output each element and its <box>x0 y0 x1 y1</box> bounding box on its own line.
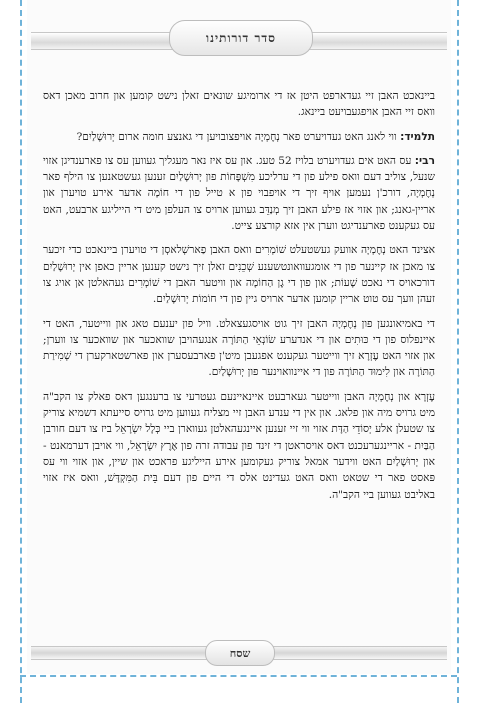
page-number-tab <box>205 640 275 666</box>
paragraph-text: עֶזְרָא און נְחֶמְיָה האבן ווייטער געארבעט איינאיינעם געטרעי צו ברענגען דאס פאלק צו הקב"ה מיט גרויס מיה און פלאג. און אין די ענדע האבן זיי מצליח געווען מיט גרויס סייעתא דשמיא צוריק צו שטעלן אלע יְסוֹדֵי הַדָּת אזוי ווי זיי זענען איינגעהאלטן געווארן ביי כְּלָל יִשְׂרָאֵל ביז צו דעם חורבן הַבַּיִת - אריינגערעכנט דאס אויסראטן די זינד פון עבודה זרה פון אֶרֶץ יִשְׂרָאֵל, ווי אויבן דערמאנט - און יְרוּשָׁלַיִם האט ווידער אמאל צוריק געקומען אירע הייליגע פראכט און שיין, און אזוי ווי עס פּאסט פאר די שטאט וואס האט געדינט אלס די היים פון דעם בֵּית הַמִּקְדָּשׁ, וואס איז אזוי באליבט געווען ביי הקב"ה. <box>43 390 435 501</box>
paragraph <box>43 129 435 145</box>
page-number: שסח <box>229 646 251 660</box>
speaker-label: רבי: <box>414 154 435 167</box>
bottom-dashed-border <box>20 675 457 677</box>
paragraph <box>43 88 435 121</box>
left-dashed-border <box>20 0 22 703</box>
paragraph <box>43 389 435 503</box>
page <box>27 0 451 674</box>
page-header <box>27 14 451 58</box>
paragraph-text: ווי לאנג האט געדויערט פאר נְחֶמְיָה אויפצובויען די גאנצע חומה ארום יְרוּשָׁלַיִם? <box>76 130 397 143</box>
paragraph <box>43 242 435 307</box>
paragraph-text: די באמיאונגען פון נְחֶמְיָה האבן זיך גוט אויסגעצאלט. וויל פון יענעם טאג און ווייטער, האט די איינפלוס פון די כּוּתִים און די אנדערע שׂוֹנְאֵי הַתּוֹרָה אנגעהויבן שוואכער און שוואכער צו ווערן; און אזוי האט עֶזְרָא זיך ווייטער געקענט אפגעבן מיט'ן פארבעסערן און פארשטארקערן די שְׁמִירַת הַתּוֹרָה און לִימוּד הַתּוֹרָה פון די איינוואוינער פון יְרוּשָׁלַיִם. <box>43 317 435 379</box>
page-footer <box>27 638 451 668</box>
paragraph <box>43 316 435 381</box>
paragraph-text: אצינד האט נְחֶמְיָה אוועק געשטעלט שׁוֹמְרִים וואס האבן פַארשְׁלאסְן די טויערן ביינאכט כדי זיכער צו מאכן אז קיינער פון די אומגעוואונטשענע שְׁכֵנִים זאלן זיך נישט קענען אריין כאפן אין יְרוּשָׁלַיִם דורכאויס די נאכט שָׁעוֹת; און פון די גֶן הַחוֹמָה און וויטער האבן די שׁוֹמְרִים געהאלטן אן אויג צו זעהן וועך עס טוט אריין קומען אדער ארויס גיין פון די חוֹמוֹת יְרוּשָׁלַיִם. <box>43 244 435 306</box>
speaker-label: תלמיד: <box>400 130 435 143</box>
running-title: סדר דורותינו <box>206 30 276 45</box>
paragraph-text: עס האט אים געדויערט בלויז 52 טעג. און עס איז נאר מעגליך געווען עס צו פארענדיגן אזוי שנעל, צוליב דעם וואס פילע פון די ערליכע מִשְׁפָּחוֹת פון יְרוּשָׁלַיִם זענען געשטאנען צו הילף פאר נְחֶמְיָה, דורכ'ן נעמען אויף זיך די אויפבוי פון א טייל פון די חוֹמָה אדער אירע טויערן און אריין-גאנג; און אזוי אז פילע האבן זיך מְנַדֵּב געווען ארויס צו העלפן מיט די הייליגע ארבעט, האט עס געקענט פארענדיגט ווערן אין אזא קורצע צייט. <box>43 154 435 233</box>
paragraph <box>43 153 435 234</box>
right-dashed-border <box>457 0 459 703</box>
body-text <box>43 88 435 620</box>
paragraph-text: ביינאכט האבן זיי געדארפט היטן אז די ארומיגע שונאים זאלן נישט קומען און חרוב מאכן דאס וואס זיי האבן אויפגעבויעט ביינאג. <box>43 90 435 119</box>
header-title-tab <box>169 20 313 56</box>
